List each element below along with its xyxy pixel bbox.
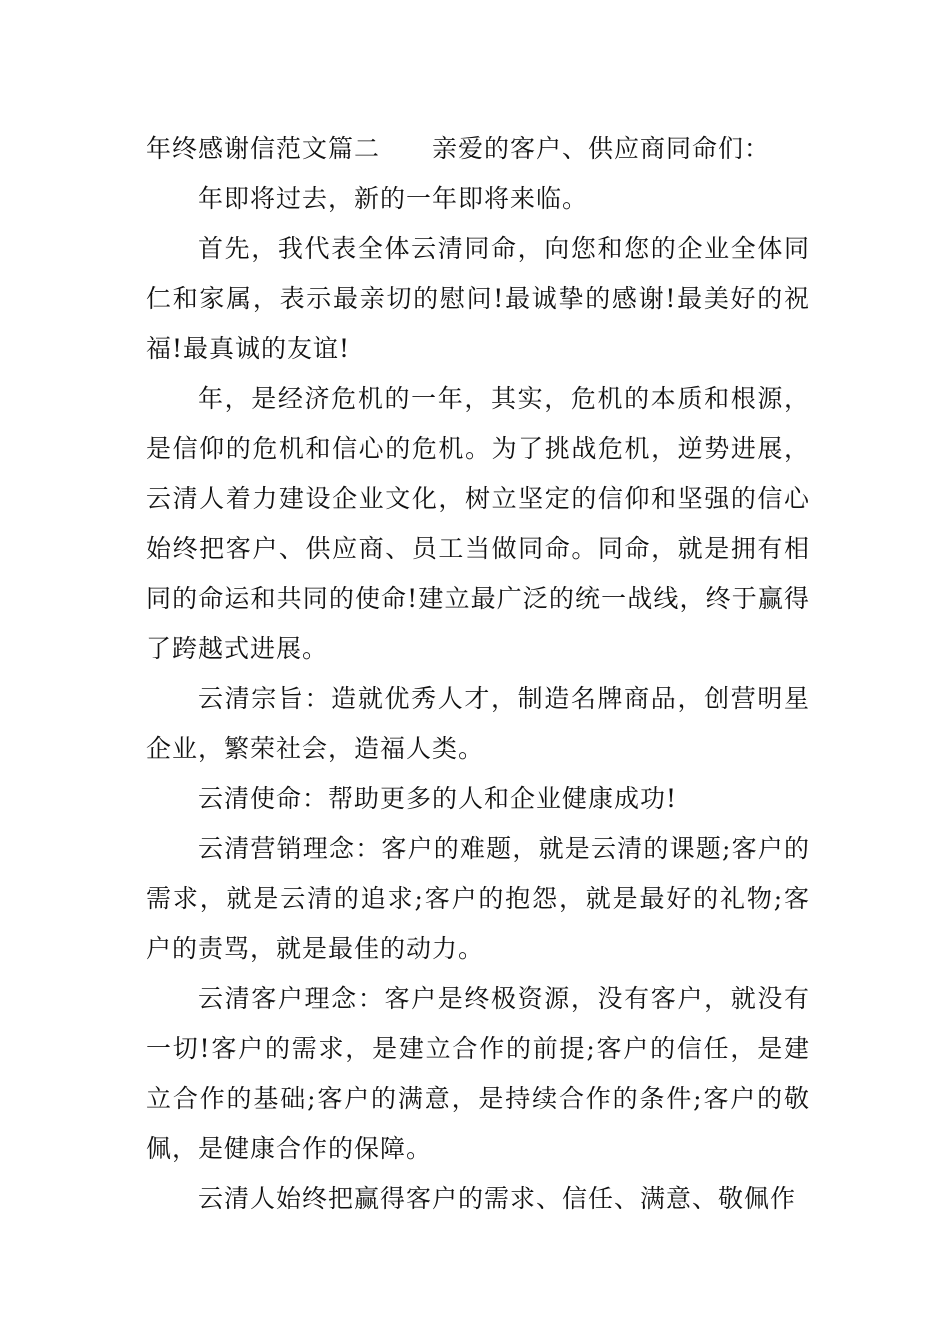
paragraph-5: 云清使命：帮助更多的人和企业健康成功! — [198, 784, 678, 813]
paragraph-1: 年即将过去，新的一年即将来临。 — [198, 184, 589, 213]
paragraph-3: 年，是经济危机的一年，其实，危机的本质和根源，是信仰的危机和信心的危机。为了挑战危机，逆势进展，云清人着力建设企业文化，树立坚定的信仰和坚强的信心始终把客户、供应商、员工当做同命。同命，就是拥有相同的命运和共同的使命!建立最广泛的统一战线，终于赢得了跨越式进展。 — [146, 384, 810, 663]
heading-line — [146, 124, 810, 174]
letter-title: 年终感谢信范文篇二 — [146, 134, 381, 163]
paragraph-6: 云清营销理念：客户的难题，就是云清的课题;客户的需求，就是云清的追求;客户的抱怨，就是最好的礼物;客户的责骂，就是最佳的动力。 — [146, 834, 810, 963]
paragraph-7: 云清客户理念：客户是终极资源，没有客户，就没有一切!客户的需求，是建立合作的前提;客户的信任，是建立合作的基础;客户的满意，是持续合作的条件;客户的敬佩，是健康合作的保障。 — [146, 984, 810, 1163]
letter-body — [146, 124, 810, 1224]
letter-salutation: 亲爱的客户、供应商同命们： — [432, 134, 771, 163]
paragraph-8: 云清人始终把赢得客户的需求、信任、满意、敬佩作 — [198, 1184, 797, 1213]
paragraph-2: 首先，我代表全体云清同命，向您和您的企业全体同仁和家属，表示最亲切的慰问!最诚挚的感谢!最美好的祝福!最真诚的友谊! — [146, 234, 810, 363]
paragraph-4: 云清宗旨：造就优秀人才，制造名牌商品，创营明星企业，繁荣社会，造福人类。 — [146, 684, 810, 763]
